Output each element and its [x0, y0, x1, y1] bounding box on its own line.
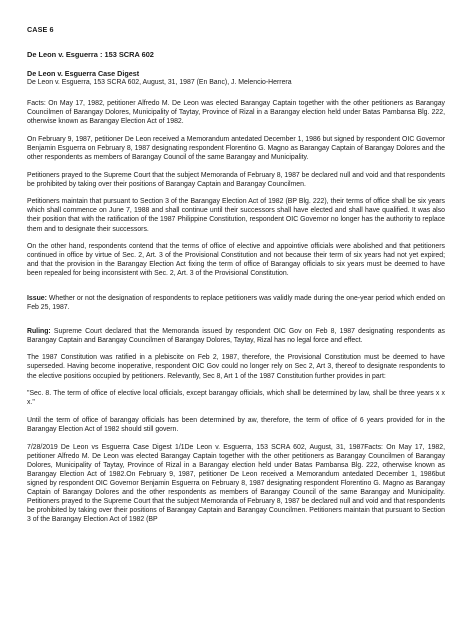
issue-text: Whether or not the designation of respondents to replace petitioners was validly made during the one-year period which ended on Feb 25, 1987. — [27, 294, 445, 311]
ruling-label: Ruling: — [27, 327, 51, 335]
document-title: De Leon v. Esguerra : 153 SCRA 602 — [27, 50, 154, 59]
issue-paragraph — [27, 294, 445, 312]
repeated-digest-paragraph: 7/28/2019 De Leon vs Esguerra Case Digest 1/1De Leon v. Esguerra, 153 SCRA 602, August, 31, 1987Facts: On May 17, 1982, petitioner Alfredo M. De Leon was elected Barangay Captain together with the other petitioners as Barangay Councilmen of Barangay Dolores, Municipality of Taytay, Province of Rizal in a Barangay election held under Batas Pambansa Blg. 222, otherwise known as Barangay Election Act of 1982.On February 9, 1987, petitioner De Leon received a Memorandum antedated December 1, 1986but signed by respondent OIC Governor Benjamin Esguerra on February 8, 1987 designating respondent Florentino G. Magno as Barangay Captain of Barangay Dolores and the other respondents as members of Barangay Council of the same Barangay and Municipality. Petitioners prayed to the Supreme Court that the subject Memoranda of February 8, 1987 be declared null and void and that respondents be prohibited by taking over their positions of Barangay Captain and Barangay Councilmen. Petitioners maintain that pursuant to Section 3 of the Barangay Election Act of 1982 (BP — [27, 443, 445, 524]
document-body — [27, 50, 445, 533]
petitioners-position-paragraph: Petitioners maintain that pursuant to Section 3 of the Barangay Election Act of 1982 (BP Blg. 222), their terms of office shall be six years which shall commence on June 7, 1988 and shall continue until their successors shall have elected and shall have qualified. It was also their position that with the ratification of the 1987 Philippine Constitution, respondent OIC Governor no longer has the authority to replace them and to designate their successors. — [27, 198, 445, 233]
digest-heading: De Leon v. Esguerra Case Digest — [27, 69, 140, 78]
issue-label: Issue: — [27, 294, 47, 302]
memorandum-paragraph: On February 9, 1987, petitioner De Leon received a Memorandum antedated December 1, 1986 but signed by respondent OIC Governor Benjamin Esguerra on February 8, 1987 designating respondent Florentino G. Magno as Barangay Captain of Barangay Dolores and the other respondents as members of Barangay Council of the same Barangay and Municipality. — [27, 135, 445, 161]
case-label: CASE 6 — [27, 25, 54, 34]
ruling-text: Supreme Court declared that the Memoranda issued by respondent OIC Gov on Feb 8, 1987 designating respondents as Barangay Captain and Barangay Councilmen of Barangay Dolores, Taytay, Rizal has no legal force and effect. — [27, 327, 445, 344]
facts-paragraph: Facts: On May 17, 1982, petitioner Alfredo M. De Leon was elected Barangay Captain together with the other petitioners as Barangay Councilmen of Barangay Dolores, Municipality of Taytay, Province of Rizal in a Barangay election held under Batas Pambansa Blg. 222, otherwise known as Barangay Election Act of 1982. — [27, 100, 445, 126]
term-paragraph: Until the term of office of barangay officials has been determined by aw, therefore, the term of office of 6 years provided for in the Barangay Election Act of 1982 should still govern. — [27, 416, 445, 433]
respondents-position-paragraph: On the other hand, respondents contend that the terms of office of elective and appointive officials were abolished and that petitioners continued in office by virtue of Sec. 2, Art. 3 of the Provisional Constitution and not because their term of six years had not yet expired; and that the provision in the Barangay Election Act fixing the term of office of Barangay officials to six years must be deemed to have been repealed for being inconsistent with Sec. 2, Art. 3 of the Provisional Constitution. — [27, 243, 445, 278]
section-quote-paragraph: "Sec. 8. The term of office of elective local officials, except barangay officials, which shall be determined by law, shall be three years x x x." — [27, 390, 445, 407]
prayer-paragraph: Petitioners prayed to the Supreme Court that the subject Memoranda of February 8, 1987 be declared null and void and that respondents be prohibited by taking over their positions of Barangay Captain and Barangay Councilmen. — [27, 171, 445, 188]
ruling-paragraph — [27, 327, 445, 345]
constitution-paragraph: The 1987 Constitution was ratified in a plebiscite on Feb 2, 1987, therefore, the Provisional Constitution must be deemed to have superseded. Having become inoperative, respondent OIC Gov could no longer rely on Sec 2, Art 3, thereof to designate respondents to the elective positions occupied by petitioners. Relevantly, Sec 8, Art 1 of the 1987 Constitution further provides in part: — [27, 354, 445, 380]
case-citation: De Leon v. Esguerra, 153 SCRA 602, August, 31, 1987 (En Banc), J. Melencio-Herrera — [27, 79, 292, 86]
